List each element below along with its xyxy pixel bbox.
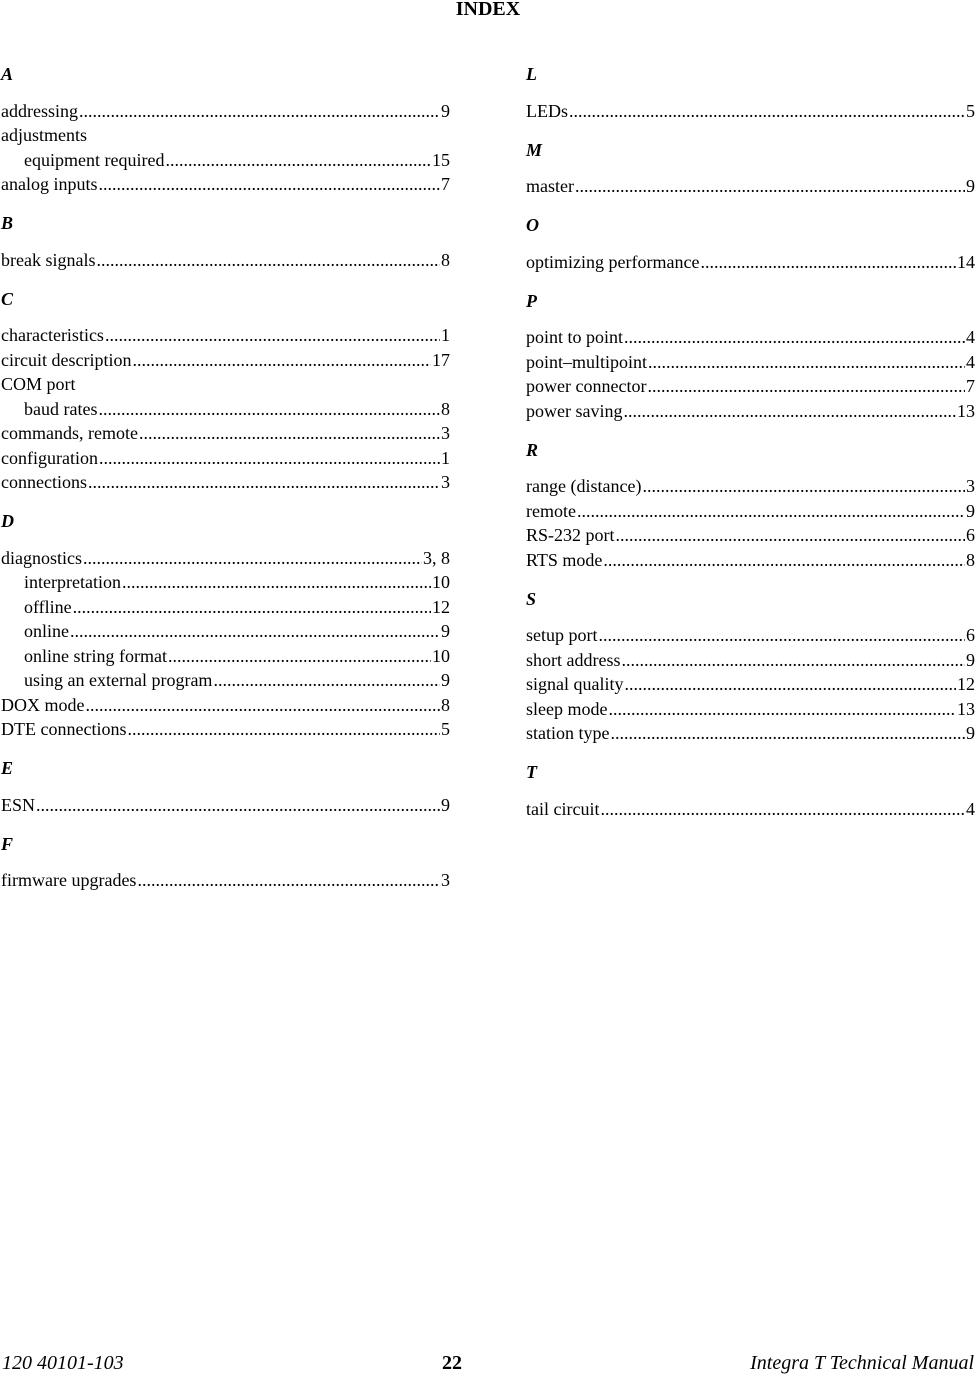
dot-leader [168, 644, 431, 669]
entry-term: power saving [526, 400, 623, 421]
dot-leader [213, 668, 440, 693]
index-column-left [1, 58, 450, 893]
entry-term: range (distance) [526, 476, 642, 496]
dot-leader [70, 619, 440, 644]
dot-leader [611, 721, 966, 746]
entry-page-number: 14 [957, 251, 975, 272]
entry-term: analog inputs [1, 174, 98, 194]
entry-term: setup port [526, 625, 598, 645]
entry-page-number: 1 [441, 325, 450, 345]
index-section [1, 505, 450, 742]
index-entry [1, 546, 450, 571]
dot-leader [105, 323, 440, 348]
entry-page-number: 5 [966, 100, 975, 121]
index-entry [1, 793, 450, 818]
dot-leader [599, 623, 966, 648]
entry-term: using an external program [24, 670, 213, 690]
entry-page-number: 6 [966, 625, 975, 645]
dot-leader [648, 350, 965, 375]
entry-term: RS-232 port [526, 525, 615, 545]
index-entry [526, 250, 975, 275]
entry-term: LEDs [526, 100, 568, 121]
index-column-right [526, 58, 975, 821]
entry-term: addressing [1, 100, 78, 121]
index-section [526, 285, 975, 424]
dot-leader [647, 374, 965, 399]
dot-leader [624, 325, 965, 350]
index-entry [526, 374, 975, 399]
entry-term: point to point [526, 327, 624, 347]
entry-page-number: 3 [441, 423, 450, 443]
entry-term: commands, remote [1, 423, 138, 443]
entry-term: point–multipoint [526, 351, 648, 372]
dot-leader [96, 248, 440, 273]
index-entry [526, 499, 975, 524]
index-entry [526, 548, 975, 573]
dot-leader [575, 174, 965, 199]
dot-leader [137, 868, 440, 893]
index-entry [526, 672, 975, 697]
index-entry [526, 399, 975, 424]
index-entry [526, 174, 975, 199]
entry-page-number: 3, 8 [423, 547, 450, 568]
entry-term: DOX mode [1, 694, 85, 715]
entry-term: RTS mode [526, 549, 603, 570]
entry-page-number: 1 [441, 447, 450, 468]
index-title: INDEX [455, 0, 521, 20]
dot-leader [642, 474, 965, 499]
entry-term: COM port [1, 374, 76, 394]
section-letter: L [526, 64, 537, 84]
index-subentry [1, 148, 450, 173]
index-subentry [1, 570, 450, 595]
dot-leader [621, 648, 965, 673]
dot-leader [88, 470, 440, 495]
index-entry [1, 717, 450, 742]
entry-term: ESN [1, 794, 36, 815]
dot-leader [603, 548, 965, 573]
entry-term: sleep mode [526, 698, 608, 719]
index-entry [526, 523, 975, 548]
entry-page-number: 8 [441, 694, 450, 715]
entry-page-number: 4 [966, 798, 975, 819]
document-number: 120 40101-103 [2, 1352, 124, 1374]
index-section [526, 434, 975, 573]
dot-leader [83, 546, 422, 571]
entry-term: diagnostics [1, 547, 82, 568]
section-letter: F [1, 833, 14, 854]
entry-page-number: 15 [432, 149, 450, 170]
entry-term: baud rates [24, 398, 98, 419]
section-letter: M [526, 139, 543, 160]
index-section [1, 207, 450, 272]
section-letter: B [1, 213, 14, 233]
dot-leader [616, 523, 965, 548]
index-subentry [1, 397, 450, 422]
index-entry [526, 325, 975, 350]
entry-page-number: 10 [432, 645, 450, 666]
manual-title: Integra T Technical Manual [750, 1352, 974, 1374]
entry-term: short address [526, 649, 621, 670]
entry-page-number: 17 [432, 349, 450, 370]
index-section [526, 58, 975, 123]
index-section [526, 583, 975, 746]
dot-leader [700, 250, 956, 275]
dot-leader [127, 717, 440, 742]
index-entry [1, 348, 450, 373]
index-subentry [1, 619, 450, 644]
index-section [526, 209, 975, 274]
index-entry [526, 697, 975, 722]
entry-term: offline [24, 596, 72, 617]
entry-page-number: 4 [966, 351, 975, 372]
index-entry [526, 350, 975, 375]
dot-leader [625, 672, 957, 697]
dot-leader [98, 397, 440, 422]
entry-term: signal quality [526, 674, 624, 694]
index-entry [1, 446, 450, 471]
index-entry [1, 323, 450, 348]
section-letter: O [526, 215, 539, 235]
entry-page-number: 12 [432, 596, 450, 617]
dot-leader [86, 693, 441, 718]
entry-page-number: 9 [441, 100, 450, 121]
index-entry [1, 868, 450, 893]
dot-leader [36, 793, 440, 818]
index-entry [1, 123, 450, 148]
dot-leader [608, 697, 956, 722]
dot-leader [569, 99, 965, 124]
index-subentry [1, 668, 450, 693]
entry-page-number: 7 [966, 376, 975, 396]
section-letter: T [526, 762, 537, 782]
index-entry [526, 721, 975, 746]
entry-page-number: 3 [441, 472, 450, 492]
entry-term: characteristics [1, 325, 104, 345]
dot-leader [79, 99, 440, 124]
dot-leader [165, 148, 431, 173]
entry-page-number: 13 [957, 400, 975, 421]
entry-page-number: 7 [441, 174, 450, 194]
section-letter: C [1, 288, 14, 309]
dot-leader [122, 570, 431, 595]
index-section [526, 756, 975, 821]
entry-term: remote [526, 500, 576, 521]
index-entry [526, 99, 975, 124]
index-section [1, 752, 450, 817]
entry-page-number: 9 [441, 621, 450, 641]
entry-term: station type [526, 723, 610, 743]
index-subentry [1, 595, 450, 620]
entry-page-number: 9 [441, 670, 450, 690]
entry-term: interpretation [24, 572, 121, 592]
index-entry [1, 693, 450, 718]
dot-leader [139, 421, 440, 446]
entry-term: circuit description [1, 349, 132, 370]
dot-leader [73, 595, 431, 620]
dot-leader [99, 172, 441, 197]
entry-page-number: 9 [441, 794, 450, 815]
index-section [1, 58, 450, 197]
index-entry [1, 372, 450, 397]
entry-page-number: 9 [966, 500, 975, 521]
entry-term: online [24, 621, 69, 641]
section-letter: D [1, 511, 14, 531]
entry-term: master [526, 176, 574, 196]
index-entry [1, 470, 450, 495]
section-letter: P [526, 290, 537, 311]
index-entry [1, 172, 450, 197]
entry-term: firmware upgrades [1, 870, 137, 890]
entry-page-number: 12 [957, 674, 975, 694]
dot-leader [577, 499, 965, 524]
index-entry [526, 648, 975, 673]
page-number: 22 [442, 1352, 462, 1374]
entry-page-number: 10 [432, 572, 450, 592]
index-entry [526, 474, 975, 499]
entry-page-number: 9 [966, 723, 975, 743]
entry-term: configuration [1, 447, 98, 468]
index-entry [1, 99, 450, 124]
section-letter: R [526, 439, 539, 460]
entry-page-number: 9 [966, 176, 975, 196]
page-footer [0, 1350, 976, 1376]
dot-leader [600, 797, 965, 822]
dot-leader [623, 399, 956, 424]
entry-page-number: 9 [966, 649, 975, 670]
entry-page-number: 3 [966, 476, 975, 496]
entry-page-number: 8 [966, 549, 975, 570]
entry-term: tail circuit [526, 798, 600, 819]
entry-term: adjustments [1, 125, 87, 145]
entry-page-number: 8 [441, 249, 450, 270]
index-section [1, 828, 450, 893]
entry-term: online string format [24, 645, 167, 666]
entry-term: DTE connections [1, 719, 127, 739]
index-entry [1, 421, 450, 446]
entry-term: optimizing performance [526, 251, 700, 272]
entry-page-number: 6 [966, 525, 975, 545]
index-subentry [1, 644, 450, 669]
entry-page-number: 3 [441, 870, 450, 890]
entry-term: connections [1, 472, 87, 492]
entry-page-number: 4 [966, 327, 975, 347]
section-letter: S [526, 588, 537, 609]
entry-term: power connector [526, 376, 647, 396]
index-entry [526, 797, 975, 822]
dot-leader [99, 446, 440, 471]
index-section [526, 134, 975, 199]
entry-term: break signals [1, 249, 96, 270]
index-section [1, 283, 450, 495]
section-letter: E [1, 758, 14, 778]
entry-term: equipment required [24, 149, 165, 170]
entry-page-number: 8 [441, 398, 450, 419]
index-entry [1, 248, 450, 273]
entry-page-number: 13 [957, 698, 975, 719]
section-letter: A [1, 64, 14, 84]
index-entry [526, 623, 975, 648]
entry-page-number: 5 [441, 719, 450, 739]
dot-leader [132, 348, 431, 373]
